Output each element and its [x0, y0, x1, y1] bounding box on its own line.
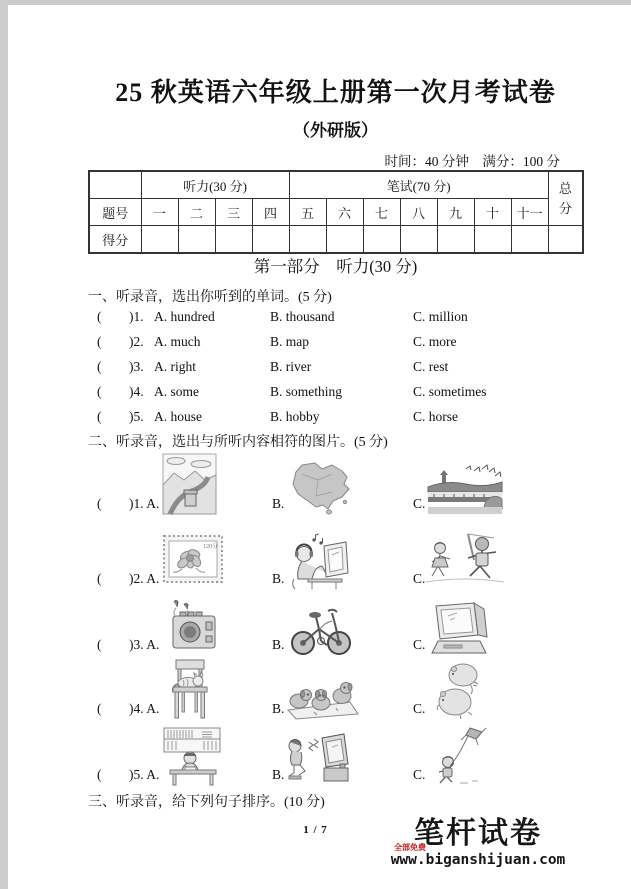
folding-bicycle-image: [288, 601, 354, 656]
answer-paren: (: [97, 701, 102, 716]
time-score-line: 时间：40 分钟 满分：100 分: [384, 154, 560, 169]
option-b-label: B.: [272, 701, 285, 716]
watermark-brand: 笔杆试卷: [414, 817, 542, 850]
table-corner-cell: [89, 171, 141, 199]
page-subtitle: （外研版）: [293, 121, 378, 140]
picture-question-row: [0, 658, 631, 720]
watermark: [388, 816, 568, 869]
question-number: 二: [178, 199, 215, 226]
section1-title: 一、听录音，选出你听到的单词。(5 分): [88, 290, 332, 305]
option-b: B. river: [270, 359, 312, 374]
total-label-top: 总: [558, 180, 572, 196]
answer-paren: (: [97, 637, 102, 652]
score-cell: [437, 226, 474, 254]
question-number: 九: [437, 199, 474, 226]
total-score-cell: [548, 226, 583, 254]
picture-question-row: [0, 523, 631, 590]
score-table: [88, 170, 584, 254]
question-number: 十: [474, 199, 511, 226]
viewer-top-margin: [0, 0, 631, 5]
option-c-label: C.: [413, 496, 426, 511]
question-number: 四: [252, 199, 289, 226]
question-number: 六: [326, 199, 363, 226]
question-number: 三: [215, 199, 252, 226]
written-header-cell: 笔试(70 分): [289, 171, 548, 199]
score-cell: [215, 226, 252, 254]
desktop-computer-image: [428, 601, 492, 656]
score-cell: [178, 226, 215, 254]
option-b-label: B.: [272, 767, 285, 782]
option-a: A. right: [154, 359, 196, 374]
question-number: )4.: [129, 384, 144, 399]
reading-in-library-image: [158, 726, 226, 786]
score-cell: [289, 226, 326, 254]
part1-heading: 第一部分 听力(30 分): [253, 257, 418, 276]
section3-title: 三、听录音，给下列句子排序。(10 分): [88, 795, 325, 810]
question-row: [0, 384, 631, 404]
score-cell: [474, 226, 511, 254]
answer-paren: (: [97, 384, 102, 399]
picture-question-row: [0, 452, 631, 515]
option-c: C. horse: [413, 409, 458, 424]
option-c-label: C.: [413, 571, 426, 586]
question-number: 七: [363, 199, 400, 226]
question-row: [0, 359, 631, 379]
section2-title: 二、听录音，选出与所听内容相符的图片。(5 分): [88, 435, 388, 450]
radio-image: [166, 598, 222, 656]
watermark-url: www.biganshijuan.com: [390, 852, 566, 868]
option-c-label: C.: [413, 767, 426, 782]
flying-kite-image: [426, 724, 488, 786]
flower-stamp-image: [162, 534, 224, 584]
option-a: A. some: [154, 384, 199, 399]
west-lake-image: [426, 463, 504, 515]
total-label-bottom: 分: [558, 200, 572, 216]
listening-header-cell: 听力(30 分): [141, 171, 289, 199]
total-score-header-cell: [548, 171, 583, 226]
china-map-image: [288, 460, 352, 515]
answer-paren: (: [97, 309, 102, 324]
picture-question-row: [0, 724, 631, 786]
answer-paren: (: [97, 359, 102, 374]
option-a: A. house: [154, 409, 202, 424]
cat-on-chair-image: [165, 658, 215, 720]
watching-tv-image: [282, 730, 354, 786]
listening-computer-image: [284, 533, 354, 590]
answer-paren: (: [97, 571, 102, 586]
option-b-label: B.: [272, 637, 285, 652]
question-row: [0, 334, 631, 354]
score-cell: [252, 226, 289, 254]
question-number: 十一: [511, 199, 548, 226]
page-number: 1 / 7: [303, 824, 328, 836]
hamsters-image: [430, 660, 485, 720]
option-b: B. map: [270, 334, 309, 349]
option-a: A. much: [154, 334, 201, 349]
option-c: C. sometimes: [413, 384, 487, 399]
question-row: [0, 409, 631, 429]
stamp-denomination-text: 120分: [203, 544, 219, 550]
answer-paren: (: [97, 767, 102, 782]
option-c: C. rest: [413, 359, 449, 374]
option-a: A. hundred: [154, 309, 215, 324]
option-c-label: C.: [413, 701, 426, 716]
page-title: 25 秋英语六年级上册第一次月考试卷: [115, 78, 556, 107]
watermark-tagline: 全部免费: [394, 843, 426, 852]
option-c-label: C.: [413, 637, 426, 652]
question-row: [0, 309, 631, 329]
option-a-label: )2. A.: [129, 571, 160, 586]
option-a-label: )1. A.: [129, 496, 160, 511]
option-b: B. something: [270, 384, 343, 399]
option-c: C. more: [413, 334, 457, 349]
question-number: )1.: [129, 309, 144, 324]
question-number: 八: [400, 199, 437, 226]
score-cell: [141, 226, 178, 254]
answer-paren: (: [97, 334, 102, 349]
score-cell: [363, 226, 400, 254]
picture-question-row: [0, 592, 631, 656]
question-number: 一: [141, 199, 178, 226]
question-number: )2.: [129, 334, 144, 349]
score-cell: [511, 226, 548, 254]
question-number: )3.: [129, 359, 144, 374]
question-number: 五: [289, 199, 326, 226]
great-wall-image: [162, 453, 217, 515]
score-cell: [326, 226, 363, 254]
option-b-label: B.: [272, 571, 285, 586]
answer-paren: (: [97, 409, 102, 424]
option-a-label: )4. A.: [129, 701, 160, 716]
option-b: B. thousand: [270, 309, 335, 324]
option-b-label: B.: [272, 496, 285, 511]
option-b: B. hobby: [270, 409, 320, 424]
option-a-label: )3. A.: [129, 637, 160, 652]
children-playing-image: [424, 532, 506, 590]
question-number: )5.: [129, 409, 144, 424]
score-cell: [400, 226, 437, 254]
answer-paren: (: [97, 496, 102, 511]
option-a-label: )5. A.: [129, 767, 160, 782]
puppies-image: [284, 672, 362, 720]
score-row-label: 得分: [89, 226, 141, 254]
option-c: C. million: [413, 309, 468, 324]
question-row-label: 题号: [89, 199, 141, 226]
